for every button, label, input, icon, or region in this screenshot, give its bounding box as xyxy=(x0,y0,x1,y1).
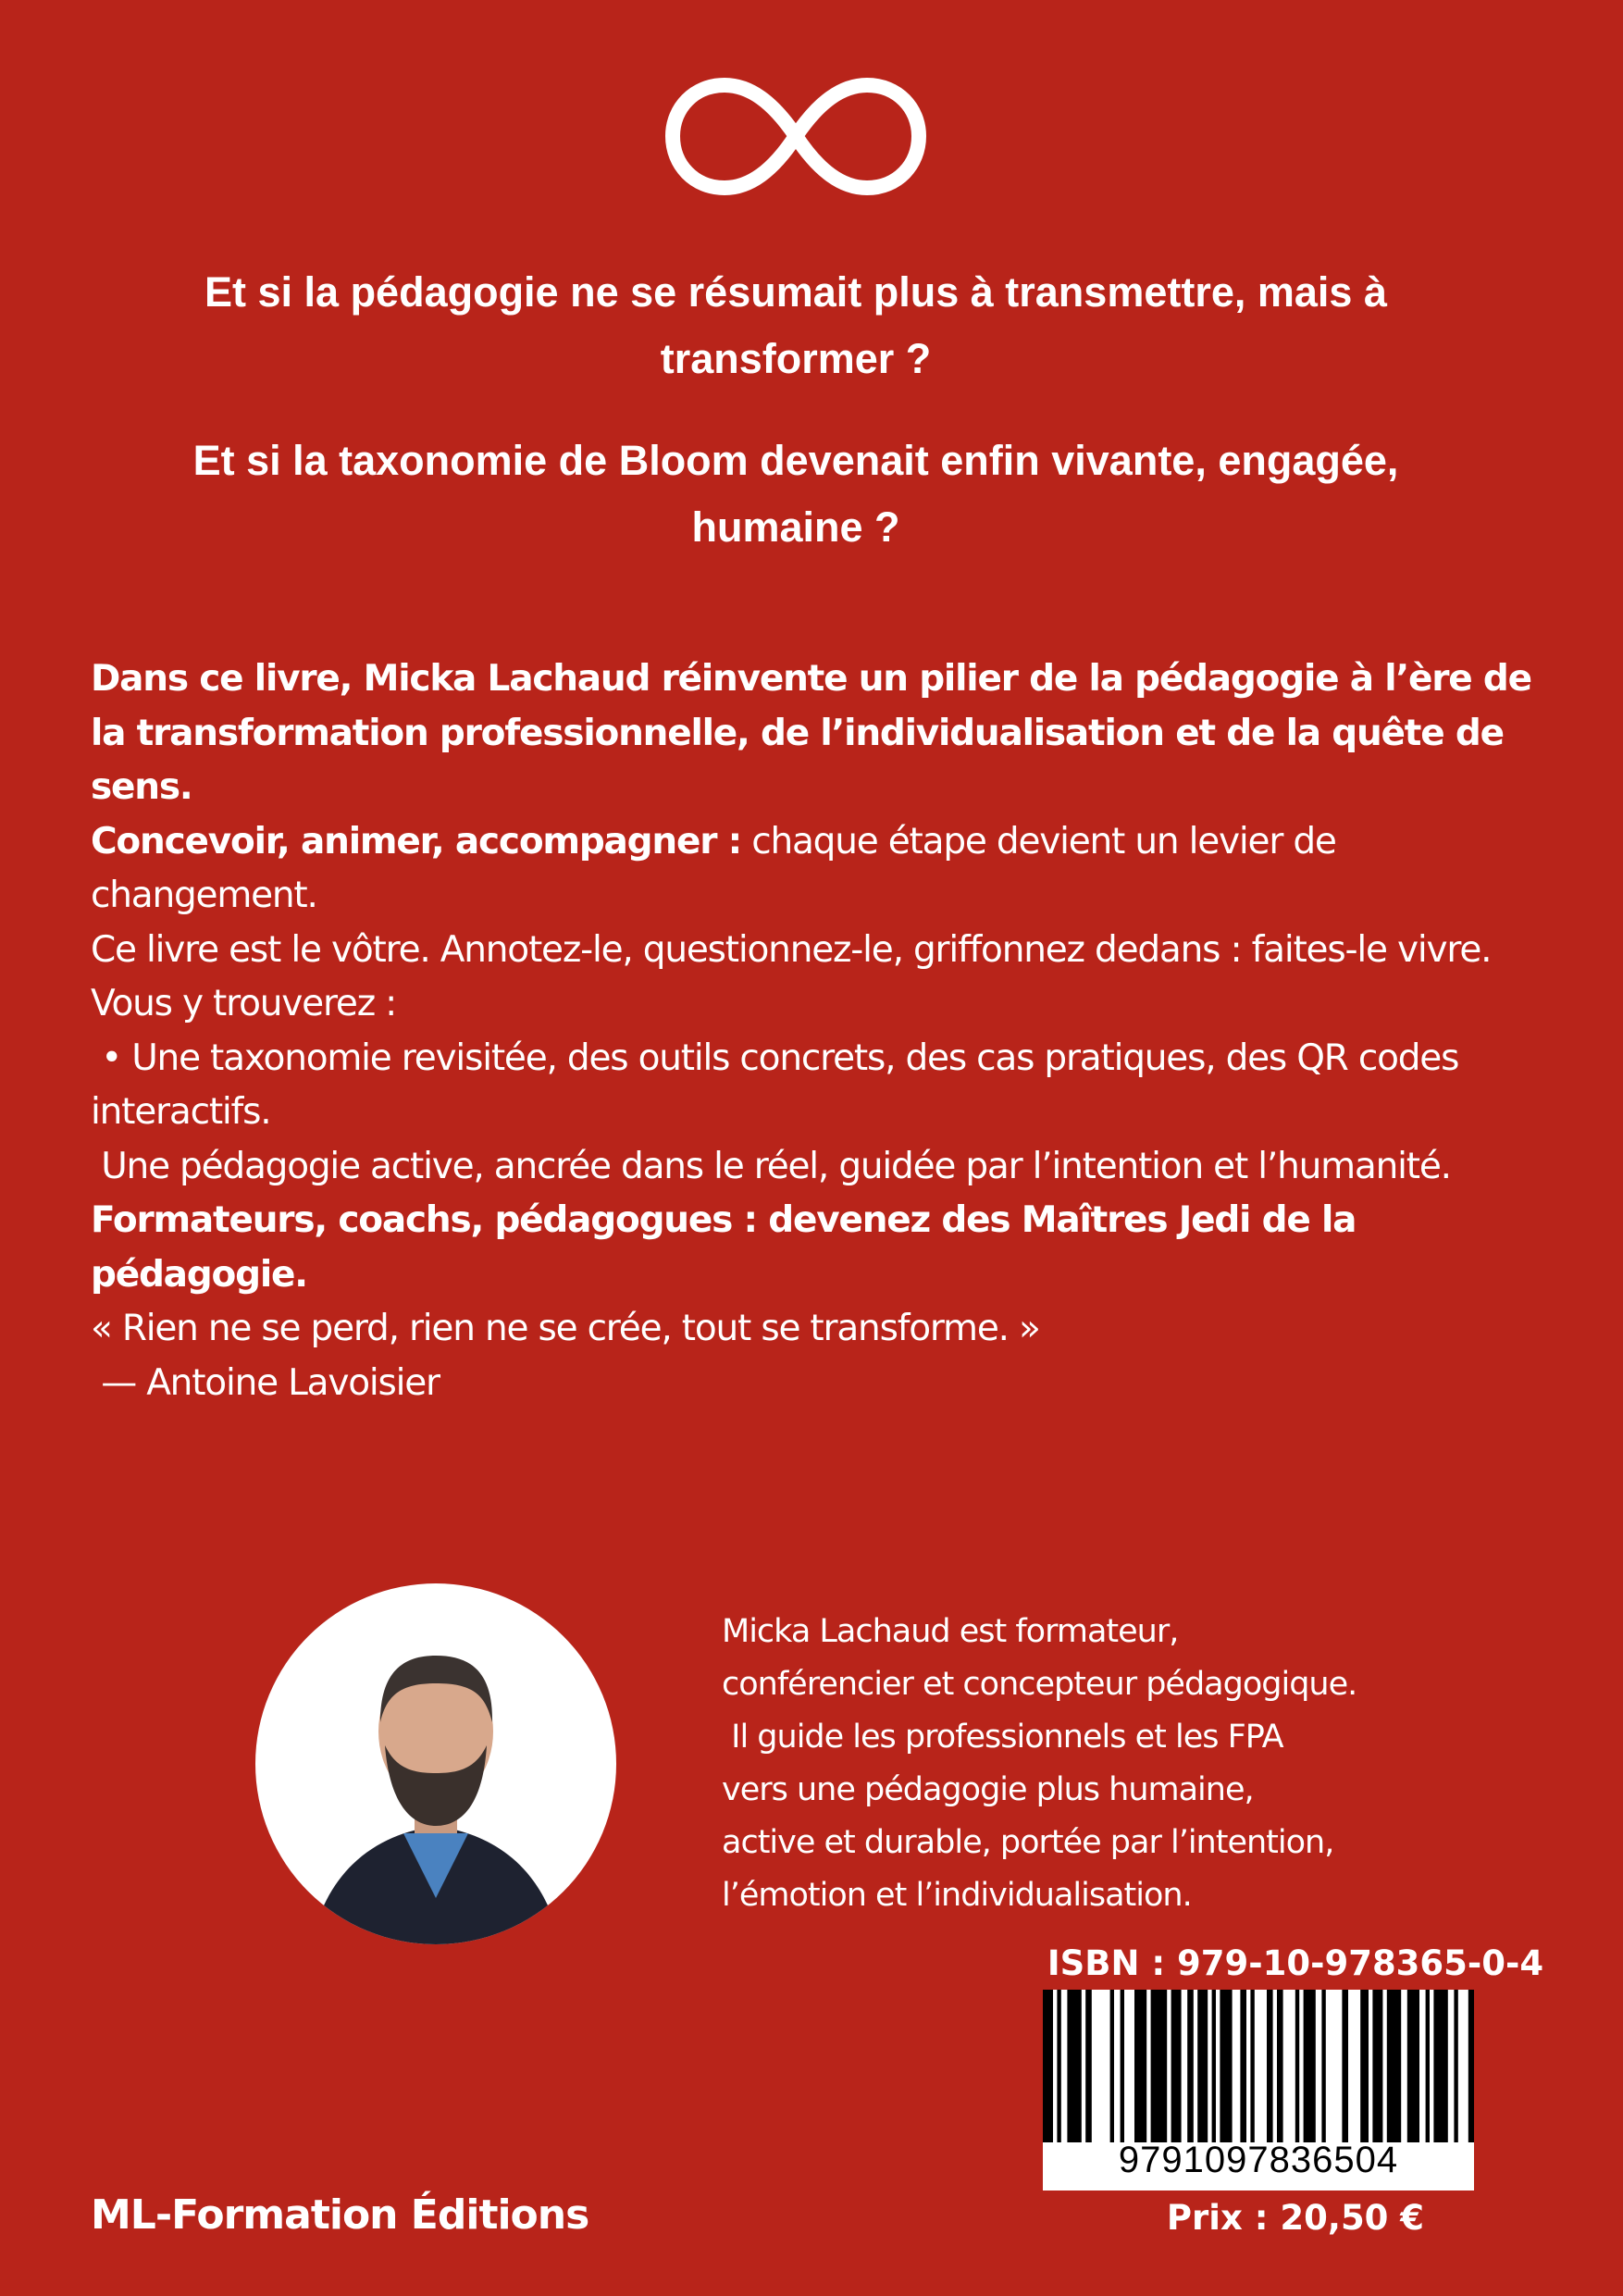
barcode-bar xyxy=(1250,1990,1254,2142)
publisher-name: ML-Formation Éditions xyxy=(91,2191,589,2239)
back-cover-description xyxy=(91,652,1534,1410)
author-photo xyxy=(255,1583,616,1944)
barcode-bar xyxy=(1454,1990,1457,2142)
barcode-number: 9791097836504 xyxy=(1118,2140,1399,2180)
barcode-bar xyxy=(1342,1990,1348,2142)
bullet-1: • Une taxonomie revisitée, des outils concrets, des cas pratiques, des QR codes interactifs. xyxy=(91,1036,1469,1133)
infinity-icon xyxy=(662,74,930,199)
barcode-bar xyxy=(1426,1990,1430,2142)
barcode-bar xyxy=(1171,1990,1182,2142)
bio-line: Il guide les professionnels et les FPA xyxy=(722,1719,1283,1756)
barcode-bar xyxy=(1407,1990,1419,2142)
barcode-bar xyxy=(1360,1990,1369,2142)
barcode-bar xyxy=(1372,1990,1382,2142)
intro-text: Dans ce livre, Micka Lachaud réinvente un pilier de la pédagogie à l’ère de la transformation professionnelle, de l’individualisation et de la quête de sens. xyxy=(91,658,1531,808)
barcode-bar xyxy=(1110,1990,1114,2142)
barcode-bar xyxy=(1151,1990,1168,2142)
question-2 xyxy=(111,428,1481,561)
barcode-bar xyxy=(1085,1990,1092,2142)
barcode-bar xyxy=(1134,1990,1146,2142)
bio-line: active et durable, portée par l’intention, xyxy=(722,1824,1334,1861)
find-text: Vous y trouverez : xyxy=(91,983,397,1024)
barcode-bars xyxy=(1043,1990,1474,2142)
barcode-bar xyxy=(1304,1990,1316,2142)
quote: « Rien ne se perd, rien ne se crée, tout se transforme. » xyxy=(91,1308,1040,1349)
barcode-bar xyxy=(1067,1990,1081,2142)
barcode-bar xyxy=(1468,1990,1474,2142)
barcode-bar xyxy=(1240,1990,1246,2142)
barcode-bar xyxy=(1043,1990,1053,2142)
barcode-bar xyxy=(1277,1990,1283,2142)
barcode-bar xyxy=(1295,1990,1299,2142)
quote-author: — Antoine Lavoisier xyxy=(91,1361,440,1404)
bio-line: l’émotion et l’individualisation. xyxy=(722,1877,1192,1914)
barcode-bar xyxy=(1220,1990,1232,2142)
barcode-bar xyxy=(1267,1990,1273,2142)
author-bio xyxy=(722,1606,1462,1922)
barcode-bar xyxy=(1121,1990,1124,2142)
barcode-bar xyxy=(1212,1990,1216,2142)
isbn: ISBN : 979-10-978365-0-4 xyxy=(1047,1943,1544,1983)
price: Prix : 20,50 € xyxy=(1166,2198,1425,2238)
question-1-line-1: Et si la pédagogie ne se résumait plus à transmettre, mais à xyxy=(204,268,1387,316)
bio-line: Micka Lachaud est formateur, xyxy=(722,1613,1179,1650)
question-1 xyxy=(111,259,1481,392)
barcode-bar xyxy=(1433,1990,1447,2142)
bio-line: conférencier et concepteur pédagogique. xyxy=(722,1666,1357,1703)
question-2-line-2: humaine ? xyxy=(691,503,900,551)
barcode-bar xyxy=(1187,1990,1194,2142)
bullet-2: Une pédagogie active, ancrée dans le réel, guidée par l’intention et l’humanité. xyxy=(91,1145,1451,1187)
barcode xyxy=(1043,1990,1474,2191)
barcode-bar xyxy=(1197,1990,1208,2142)
bio-line: vers une pédagogie plus humaine, xyxy=(722,1771,1254,1808)
question-2-line-1: Et si la taxonomie de Bloom devenait enfin vivante, engagée, xyxy=(192,437,1399,484)
steps-text: chaque étape devient un levier de changement. xyxy=(91,820,1336,916)
call-to-action: Formateurs, coachs, pédagogues : devenez des Maîtres Jedi de la pédagogie. xyxy=(91,1199,1357,1296)
own-text: Ce livre est le vôtre. Annotez-le, questionnez-le, griffonnez dedans : faites-le vivre. xyxy=(91,928,1492,971)
barcode-bar xyxy=(1057,1990,1060,2142)
steps-bold: Concevoir, animer, accompagner : xyxy=(91,820,742,863)
question-1-line-2: transformer ? xyxy=(660,335,932,382)
barcode-bar xyxy=(1321,1990,1325,2142)
barcode-bar xyxy=(1387,1990,1401,2142)
